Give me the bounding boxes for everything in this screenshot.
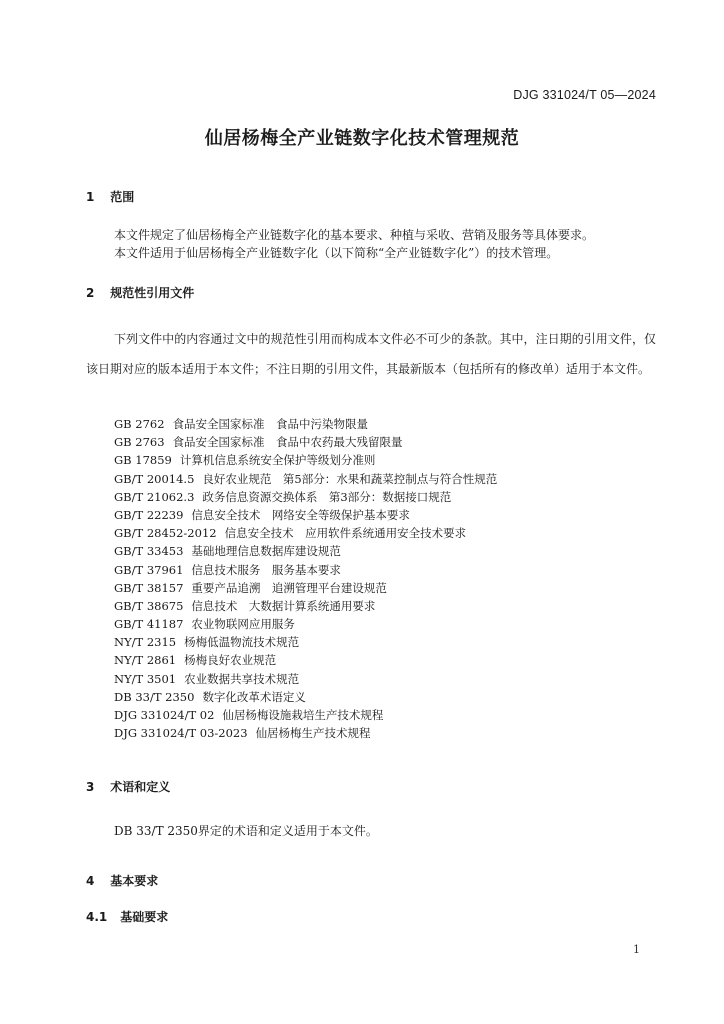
section-number: 2 <box>86 286 95 300</box>
reference-title: 农业物联网应用服务 <box>191 617 295 632</box>
section-2-heading <box>86 284 194 301</box>
reference-code: GB 2763 <box>114 435 165 450</box>
section-2-intro: 下列文件中的内容通过文中的规范性引用而构成本文件必不可少的条款。其中，注日期的引用文件，仅该日期对应的版本适用于本文件；不注日期的引用文件，其最新版本（包括所有的修改单）适用于本文件。 <box>86 332 656 376</box>
section-3-heading <box>86 778 170 795</box>
reference-title: 数字化改革术语定义 <box>202 689 306 704</box>
reference-title: 信息安全技术 应用软件系统通用安全技术要求 <box>224 526 467 541</box>
section-title: 基础要求 <box>120 910 169 924</box>
reference-title: 良好农业规范 第5部分：水果和蔬菜控制点与符合性规范 <box>202 471 498 486</box>
reference-code: GB/T 22239 <box>114 507 184 522</box>
reference-title: 食品安全国家标准 食品中农药最大残留限量 <box>172 435 403 450</box>
section-number: 3 <box>86 780 95 794</box>
section-1-paragraph-1: 本文件规定了仙居杨梅全产业链数字化的基本要求、种植与采收、营销及服务等具体要求。 <box>114 228 595 242</box>
reference-title: 重要产品追溯 追溯管理平台建设规范 <box>191 580 387 595</box>
reference-code: GB/T 33453 <box>114 544 184 559</box>
reference-code: DJG 331024/T 02 <box>114 708 215 722</box>
reference-code: NY/T 2861 <box>114 653 177 668</box>
reference-item <box>114 561 497 579</box>
reference-title: 仙居杨梅生产技术规程 <box>255 726 371 741</box>
reference-title: 基础地理信息数据库建设规范 <box>191 544 341 559</box>
reference-title: 杨梅良好农业规范 <box>184 653 277 668</box>
section-title: 规范性引用文件 <box>110 286 195 300</box>
reference-item <box>114 597 497 615</box>
reference-title: 仙居杨梅设施栽培生产技术规程 <box>222 708 384 722</box>
reference-code: GB 2762 <box>114 417 165 431</box>
reference-title: 食品安全国家标准 食品中污染物限量 <box>172 417 369 431</box>
reference-title: 信息安全技术 网络安全等级保护基本要求 <box>191 507 410 522</box>
reference-item <box>114 615 497 633</box>
reference-item <box>114 670 497 688</box>
reference-item <box>114 488 497 506</box>
page-number: 1 <box>633 943 640 956</box>
reference-item <box>114 433 497 451</box>
document-title: 仙居杨梅全产业链数字化技术管理规范 <box>204 128 520 149</box>
reference-code: GB/T 38157 <box>114 580 184 595</box>
reference-item <box>114 633 497 651</box>
reference-title: 农业数据共享技术规范 <box>184 671 300 686</box>
reference-code: GB/T 37961 <box>114 562 184 577</box>
section-number: 1 <box>86 190 95 204</box>
reference-code: NY/T 2315 <box>114 635 177 650</box>
section-3-text: DB 33/T 2350界定的术语和定义适用于本文件。 <box>114 824 378 838</box>
reference-item <box>114 506 497 524</box>
page-code: DJG 331024/T 05—2024 <box>513 88 656 102</box>
reference-code: GB 17859 <box>114 453 172 468</box>
reference-title: 政务信息资源交换体系 第3部分：数据接口规范 <box>202 489 452 504</box>
reference-item <box>114 579 497 597</box>
reference-item <box>114 542 497 560</box>
reference-code: GB/T 21062.3 <box>114 489 195 504</box>
reference-list <box>114 415 497 742</box>
reference-code: GB/T 28452-2012 <box>114 526 217 541</box>
section-title: 术语和定义 <box>110 780 171 794</box>
reference-code: NY/T 3501 <box>114 671 177 686</box>
section-title: 范围 <box>110 190 135 204</box>
reference-code: GB/T 41187 <box>114 617 184 632</box>
reference-item <box>114 688 497 706</box>
reference-code: DJG 331024/T 03-2023 <box>114 726 248 741</box>
reference-item <box>114 724 497 742</box>
reference-title: 杨梅低温物流技术规范 <box>184 635 300 650</box>
reference-title: 信息技术服务 服务基本要求 <box>191 562 341 577</box>
reference-code: GB/T 20014.5 <box>114 471 195 486</box>
reference-title: 信息技术 大数据计算系统通用要求 <box>191 598 376 613</box>
reference-code: GB/T 38675 <box>114 598 184 613</box>
reference-item <box>114 470 497 488</box>
section-4-1-heading <box>86 908 168 925</box>
reference-title: 计算机信息系统安全保护等级划分准则 <box>179 453 376 468</box>
section-number: 4.1 <box>86 910 108 924</box>
section-4-heading <box>86 872 158 889</box>
reference-item <box>114 524 497 542</box>
reference-code: DB 33/T 2350 <box>114 689 195 704</box>
section-1-heading <box>86 188 134 205</box>
reference-item <box>114 451 497 469</box>
reference-item <box>114 415 497 433</box>
reference-item <box>114 706 497 724</box>
section-title: 基本要求 <box>110 874 159 888</box>
reference-item <box>114 651 497 669</box>
section-1-paragraph-2: 本文件适用于仙居杨梅全产业链数字化（以下简称“全产业链数字化”）的技术管理。 <box>114 246 559 260</box>
section-number: 4 <box>86 874 95 888</box>
